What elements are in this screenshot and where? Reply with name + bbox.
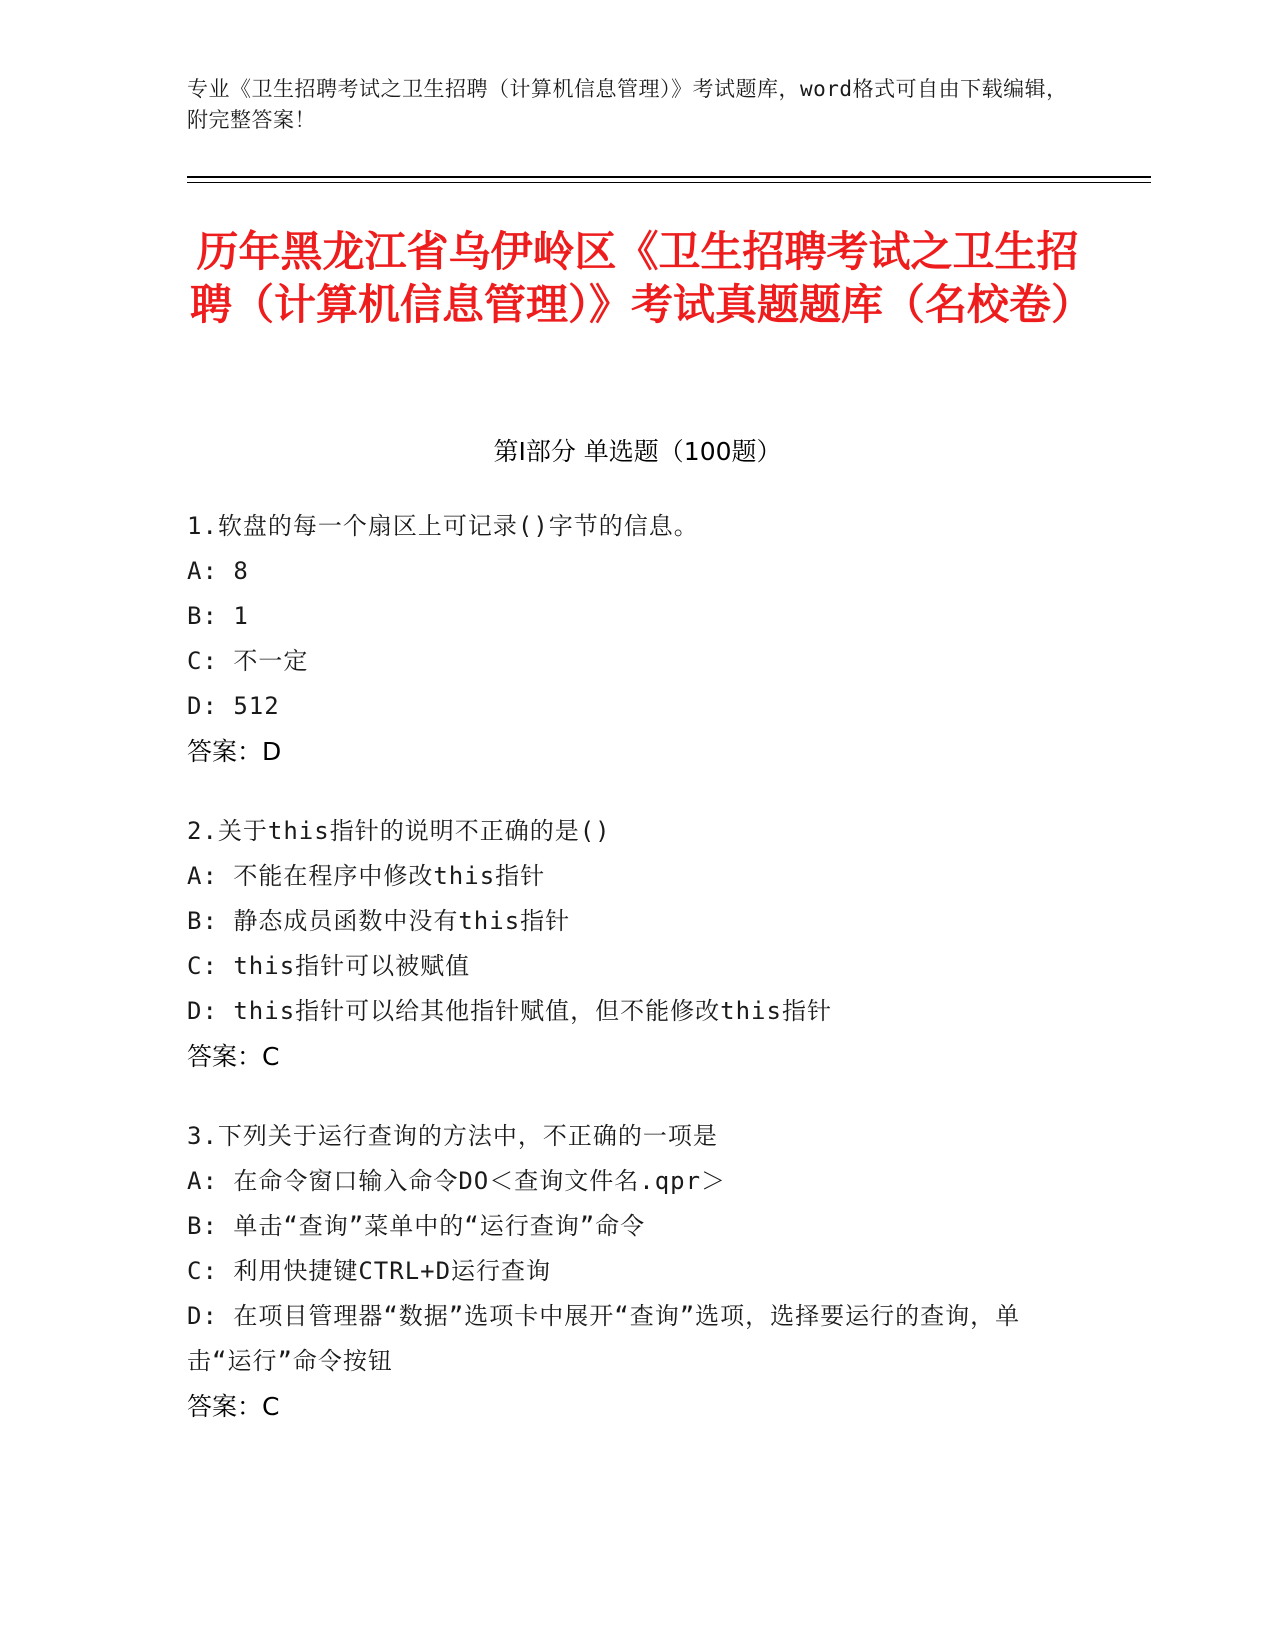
question-stem: 3.下列关于运行查询的方法中，不正确的一项是 — [187, 1122, 718, 1150]
option-a: A: 在命令窗口输入命令DO＜查询文件名.qpr＞ — [187, 1167, 727, 1195]
question-stem: 2.关于this指针的说明不正确的是() — [187, 817, 611, 845]
header-divider-thick — [187, 176, 1151, 178]
option-a: A: 不能在程序中修改this指针 — [187, 862, 546, 890]
option-a: A: 8 — [187, 557, 249, 585]
option-b: B: 单击“查询”菜单中的“运行查询”命令 — [187, 1212, 646, 1240]
answer-label: 答案：C — [187, 1392, 280, 1421]
answer-label: 答案：D — [187, 737, 282, 766]
answer-label: 答案：C — [187, 1042, 280, 1071]
question-1 — [187, 504, 1087, 774]
question-stem: 1.软盘的每一个扇区上可记录()字节的信息。 — [187, 512, 699, 540]
document-title: 历年黑龙江省乌伊岭区《卫生招聘考试之卫生招聘（计算机信息管理）》考试真题题库（名校卷） — [190, 227, 1094, 329]
question-3 — [187, 1114, 1087, 1429]
header-divider-thin — [187, 182, 1151, 183]
option-b: B: 静态成员函数中没有this指针 — [187, 907, 571, 935]
option-d: D: this指针可以给其他指针赋值，但不能修改this指针 — [187, 997, 832, 1025]
option-c: C: 利用快捷键CTRL+D运行查询 — [187, 1257, 552, 1285]
header-note: 专业《卫生招聘考试之卫生招聘（计算机信息管理）》考试题库，word格式可自由下载编辑，附完整答案！ — [187, 77, 1068, 132]
option-b: B: 1 — [187, 602, 249, 630]
option-d: D: 512 — [187, 692, 280, 720]
section-heading: 第Ⅰ部分 单选题（100题） — [493, 437, 782, 466]
option-c: C: 不一定 — [187, 647, 309, 675]
question-2 — [187, 809, 1087, 1079]
option-d: D: 在项目管理器“数据”选项卡中展开“查询”选项，选择要运行的查询，单击“运行”命令按钮 — [187, 1302, 1021, 1375]
option-c: C: this指针可以被赋值 — [187, 952, 471, 980]
